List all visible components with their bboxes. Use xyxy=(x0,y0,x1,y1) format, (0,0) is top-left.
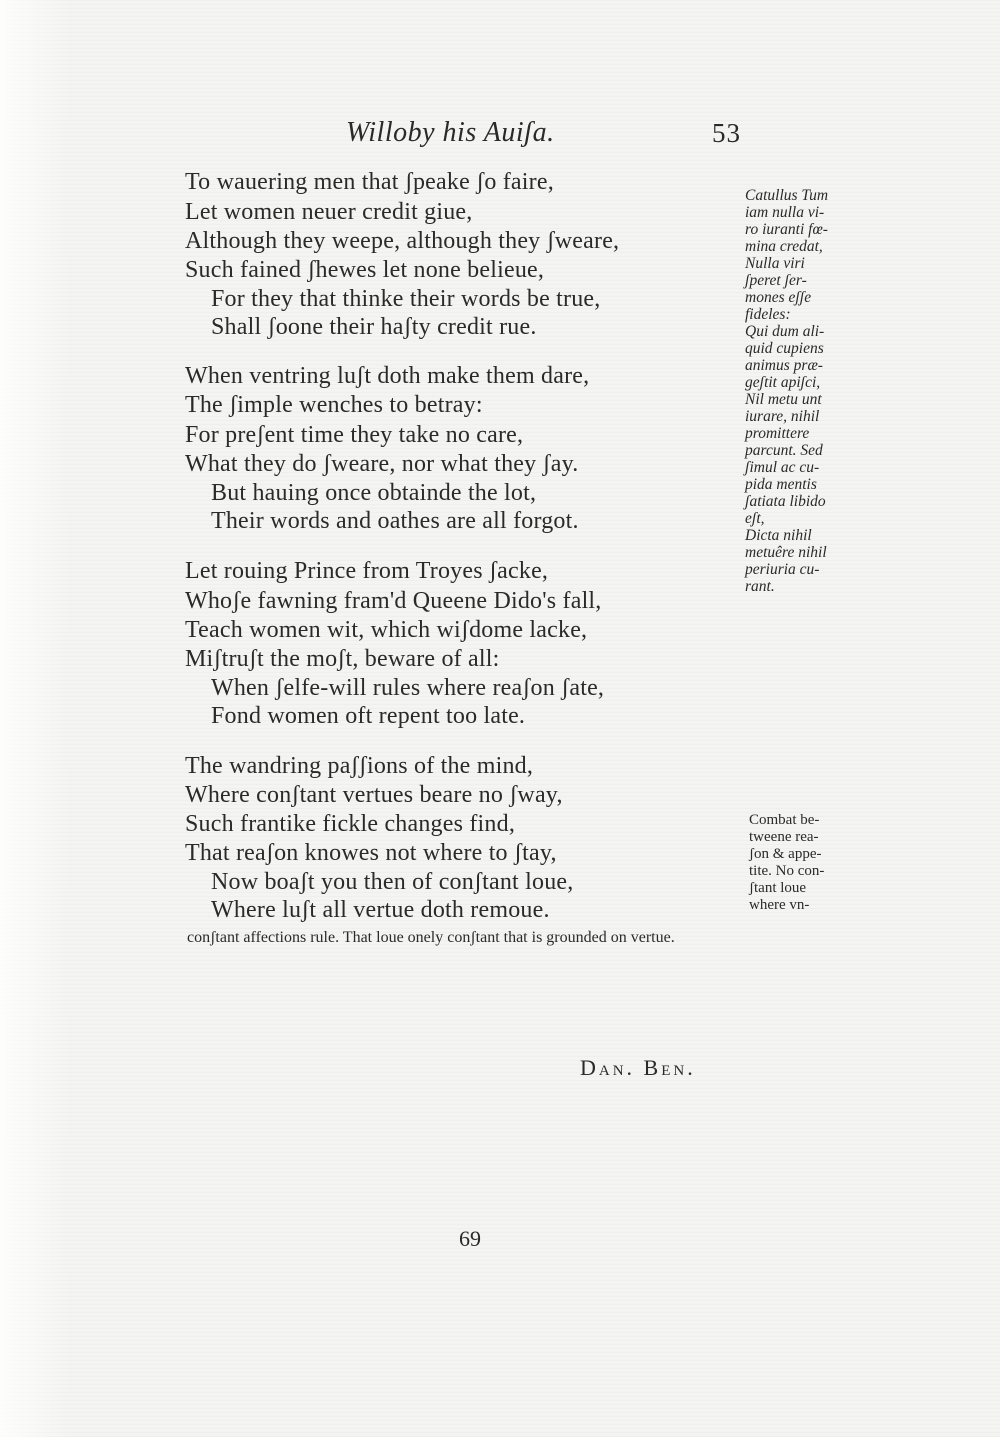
sidenote-line: ʃon & appe- xyxy=(749,846,822,862)
sidenote-line: tweene rea- xyxy=(749,829,819,845)
poem-line: Where conʃtant vertues beare no ʃway, xyxy=(185,782,563,808)
sidenote-line: periuria cu- xyxy=(745,561,820,578)
sidenote-line: Nil metu unt xyxy=(745,391,822,408)
sidenote-english xyxy=(749,812,824,914)
sidenote-line: iam nulla vi- xyxy=(745,204,825,221)
poem-line: When ʃelfe-will rules where reaʃon ʃate, xyxy=(211,675,605,701)
sidenote-line: mones eʃʃe xyxy=(745,289,812,306)
sidenote-line: ʃatiata libido xyxy=(745,493,826,510)
sidenote-line: iurare, nihil xyxy=(745,408,820,425)
page-number-top: 53 xyxy=(712,118,741,148)
poem-line: Let women neuer credit giue, xyxy=(185,199,473,225)
sidenote-line: eʃt, xyxy=(745,510,765,527)
poem-line: But hauing once obtainde the lot, xyxy=(211,480,537,506)
poem-line: To wauering men that ʃpeake ʃo faire, xyxy=(185,169,554,195)
poem-line: When ventring luʃt doth make them dare, xyxy=(185,363,590,389)
poem-line: Although they weepe, although they ʃweare, xyxy=(185,228,620,254)
poem-line: Such fained ʃhewes let none belieue, xyxy=(185,257,545,283)
poem-line: Teach women wit, which wiʃdome lacke, xyxy=(185,617,588,643)
sidenote-line: rant. xyxy=(745,578,775,595)
sidenote-line: quid cupiens xyxy=(745,340,824,357)
page-edge-shadow xyxy=(0,0,70,1437)
poem-line: That reaʃon knowes not where to ʃtay, xyxy=(185,840,557,866)
sidenote-runover: conʃtant affections rule. That loue onely conʃtant that is grounded on vertue. xyxy=(187,929,675,946)
sidenote-latin xyxy=(745,187,828,595)
sidenote-line: ʃimul ac cu- xyxy=(745,459,820,476)
sidenote-line: metuêre nihil xyxy=(745,544,827,561)
poem-line: Now boaʃt you then of conʃtant loue, xyxy=(211,869,574,895)
poem-line: What they do ʃweare, nor what they ʃay. xyxy=(185,451,579,477)
sidenote-line: tite. No con- xyxy=(749,863,825,879)
poem-line: Such frantike fickle changes find, xyxy=(185,811,516,837)
poem-line: Shall ʃoone their haʃty credit rue. xyxy=(211,314,537,340)
running-title: Willoby his Auiʃa. xyxy=(346,117,555,148)
sidenote-line: ʃperet ʃer- xyxy=(745,272,807,289)
sidenote-line: Dicta nihil xyxy=(745,527,812,544)
sidenote-line: fideles: xyxy=(745,306,791,323)
sidenote-line: geʃtit apiʃci, xyxy=(745,374,821,391)
poem-line: The ʃimple wenches to betray: xyxy=(185,392,483,418)
poem-line: The wandring paʃʃions of the mind, xyxy=(185,753,534,779)
sidenote-line: animus præ- xyxy=(745,357,823,374)
page-number-bottom: 69 xyxy=(459,1226,481,1251)
sidenote-line: mina credat, xyxy=(745,238,823,255)
poem-line: Fond women oft repent too late. xyxy=(211,703,526,729)
poem-line: Miʃtruʃt the moʃt, beware of all: xyxy=(185,646,500,672)
sidenote-line: Combat be- xyxy=(749,812,820,828)
poem-line: Where luʃt all vertue doth remoue. xyxy=(211,897,550,923)
sidenote-line: Qui dum ali- xyxy=(745,323,825,340)
sidenote-line: ro iuranti fœ- xyxy=(745,221,828,238)
sidenote-line: ʃtant loue xyxy=(749,880,807,896)
sidenote-line: Nulla viri xyxy=(745,255,805,272)
sidenote-line: where vn- xyxy=(749,897,810,913)
poem-line: Their words and oathes are all forgot. xyxy=(211,508,579,534)
sidenote-line: pida mentis xyxy=(745,476,817,493)
author-signature: Dan. Ben. xyxy=(580,1055,696,1080)
poem-line: For preʃent time they take no care, xyxy=(185,422,524,448)
poem-line: Whoʃe fawning fram'd Queene Dido's fall, xyxy=(185,588,602,614)
poem-line: For they that thinke their words be true, xyxy=(211,286,601,312)
poem-line: Let rouing Prince from Troyes ʃacke, xyxy=(185,558,549,584)
sidenote-line: parcunt. Sed xyxy=(745,442,823,459)
sidenote-line: Catullus Tum xyxy=(745,187,829,204)
sidenote-line: promittere xyxy=(745,425,810,442)
